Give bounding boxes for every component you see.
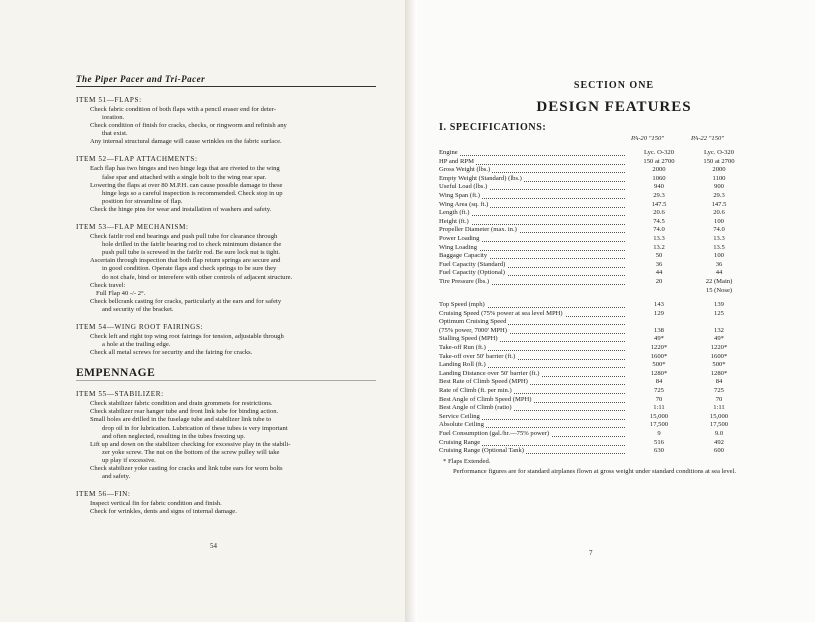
spec-label: Length (ft.)	[439, 209, 470, 217]
spec-label-cell	[439, 318, 629, 327]
item-title: ITEM 56—FIN:	[76, 490, 131, 499]
item-line: drop oil in for lubrication. Lubrication of these tubes is very important	[102, 424, 288, 432]
spec-row	[439, 261, 749, 270]
spec-value-pa22: 74.0	[713, 226, 725, 234]
spec-value-pa20: 1280*	[650, 369, 668, 377]
spec-value-pa20: 17,500	[649, 421, 669, 429]
spec-row	[439, 421, 749, 430]
item-line: Check travel:	[90, 281, 126, 289]
spec-value-pa20: 500*	[652, 361, 666, 369]
spec-value-pa22: 15 (Nose)	[705, 286, 733, 294]
spec-value-pa22: 1280*	[710, 369, 728, 377]
spec-row	[439, 287, 749, 296]
spec-label: Landing Distance over 50' barrier (ft.)	[439, 369, 540, 377]
specifications-heading: I. SPECIFICATIONS:	[439, 122, 547, 133]
spec-label-cell	[439, 430, 629, 439]
spec-value-pa22: 49*	[714, 335, 724, 343]
maintenance-item	[76, 323, 383, 357]
page-number: 54	[210, 542, 217, 550]
spec-value-pa22: 84	[715, 378, 723, 386]
spec-row	[439, 344, 749, 353]
spec-label-cell	[439, 353, 629, 362]
item-line: and often neglected, resulting in the tubes freezing up.	[102, 432, 246, 440]
spec-label: Stalling Speed (MPH)	[439, 335, 498, 343]
item-line: position for streamline of flap.	[102, 197, 183, 205]
item-line: push pull tube is screwed in the fairlir rod. Be sure lock nut is tight.	[102, 249, 280, 257]
right-page	[417, 0, 815, 622]
spec-label-cell	[439, 413, 629, 422]
spec-value-pa22: 9.0	[714, 430, 724, 437]
maintenance-item	[76, 155, 383, 214]
spec-label: Best Rate of Climb Speed (MPH)	[439, 378, 528, 386]
spec-label: Gross Weight (lbs.)	[439, 166, 491, 174]
spec-label-cell	[439, 244, 629, 253]
spec-value-pa22: 1:11	[713, 404, 725, 412]
spec-label: Cruising Speed (75% power at sea level MPH)	[439, 309, 563, 317]
spec-value-pa20: 1060	[652, 174, 666, 182]
item-line: Check condition of finish for cracks, checks, or ringworm and refinish any	[90, 122, 287, 130]
spec-row	[439, 226, 749, 235]
item-line: false spar and attached with a single bolt to the wing rear spar.	[102, 173, 267, 181]
spec-value-pa22: 15,000	[709, 412, 729, 420]
footnote: * Flaps Extended.	[443, 457, 491, 465]
item-line: up play if excessive.	[102, 456, 156, 464]
page-title: DESIGN FEATURES	[536, 99, 692, 115]
spec-label-cell	[439, 447, 629, 456]
item-line: Check the hinge pins for wear and installation of washers and safety.	[90, 205, 272, 213]
spec-label-cell	[439, 192, 629, 201]
item-line: Check left and right top wing root fairings for tension, adjustable through	[90, 332, 284, 340]
spec-value-pa22: 900	[714, 183, 724, 191]
spec-row	[439, 269, 749, 278]
spec-label-cell	[439, 183, 629, 192]
spec-value-pa22: 2000	[712, 166, 726, 174]
spec-row	[439, 158, 749, 167]
spec-label: Fuel Capacity (Standard)	[439, 260, 506, 268]
spec-value-pa22: 20.6	[713, 209, 725, 217]
item-line: Ascertain through inspection that both flap return springs are secure and	[90, 257, 281, 265]
item-line: Any internal structural damage will cause wrinkles on the fabric surface.	[90, 138, 282, 146]
spec-row	[439, 244, 749, 253]
spec-row	[439, 218, 749, 227]
spec-value-pa22: 1100	[712, 174, 726, 182]
spec-value-pa20: 15,000	[649, 412, 669, 420]
spec-value-pa20: 1:11	[653, 404, 665, 412]
spec-row	[439, 235, 749, 244]
spec-value-pa22: 1220*	[710, 344, 728, 352]
spec-label-cell	[439, 287, 629, 296]
spec-value-pa22: 500*	[712, 361, 726, 369]
spec-label: Service Ceiling	[439, 412, 480, 420]
spec-label-cell	[439, 218, 629, 227]
spec-row	[439, 310, 749, 319]
spec-row	[439, 353, 749, 362]
spec-label-cell	[439, 278, 629, 287]
spec-label: Best Angle of Climb Speed (MPH)	[439, 395, 532, 403]
spec-row	[439, 149, 749, 158]
spec-row	[439, 175, 749, 184]
spec-row	[439, 413, 749, 422]
items-group-empennage	[76, 390, 383, 516]
item-line: zer yoke screw. The nut on the bottom of the screw pulley will take	[102, 448, 280, 456]
spec-row	[439, 209, 749, 218]
spec-value-pa20: 725	[654, 387, 664, 395]
spec-value-pa20: 1600*	[650, 352, 668, 360]
spec-value-pa20: 516	[654, 438, 664, 446]
spec-row	[439, 447, 749, 456]
spec-row	[439, 387, 749, 396]
spec-label: HP and RPM	[439, 157, 474, 165]
spec-value-pa22	[689, 318, 749, 327]
spec-row	[439, 404, 749, 413]
spec-value-pa22: 492	[714, 438, 724, 446]
spec-label-cell	[439, 166, 629, 175]
spec-label: Tire Pressure (lbs.)	[439, 277, 490, 285]
spec-value-pa20: 13.3	[653, 234, 665, 242]
spec-label: Fuel Consumption (gal./hr.—75% power)	[439, 430, 550, 437]
spec-label: Cruising Range	[439, 438, 481, 446]
performance-note: Performance figures are for standard airplanes flown at gross weight under standard conditions at sea level.	[453, 467, 737, 475]
spec-value-pa22: 29.3	[713, 191, 725, 199]
item-line: Small holes are drilled in the fuselage tube and stabilizer link tube to	[90, 416, 272, 424]
spec-value-pa20: 29.3	[653, 191, 665, 199]
item-title: ITEM 54—WING ROOT FAIRINGS:	[76, 322, 204, 331]
spec-label-cell	[439, 201, 629, 210]
spec-label: Landing Roll (ft.)	[439, 361, 486, 369]
column-headers	[439, 135, 815, 147]
spec-row	[439, 396, 749, 405]
running-header: The Piper Pacer and Tri-Pacer	[76, 74, 376, 87]
spec-label-cell	[439, 235, 629, 244]
spec-row	[439, 252, 749, 261]
spec-value-pa22: 70	[715, 395, 723, 403]
spec-row	[439, 192, 749, 201]
spec-label-cell	[439, 421, 629, 430]
spec-label: Take-off Run (ft.)	[439, 344, 486, 352]
item-line: Lowering the flaps at over 80 M.P.H. can cause possible damage to these	[90, 181, 283, 189]
spec-value-pa22: 147.5	[711, 200, 727, 208]
spec-label: Optimum Cruising Speed	[439, 318, 507, 326]
spec-row	[439, 439, 749, 448]
item-line: Each flap has two hinges and two hinge legs that are riveted to the wing	[90, 165, 280, 173]
spec-label: Best Angle of Climb (ratio)	[439, 404, 512, 412]
spec-label: Height (ft.)	[439, 217, 469, 225]
spec-label-cell	[439, 158, 629, 167]
spec-value-pa20: 74.0	[653, 226, 665, 234]
spec-label-cell	[439, 226, 629, 235]
section-label: SECTION ONE	[573, 80, 655, 91]
spec-value-pa20: 49*	[654, 335, 664, 343]
spec-row	[439, 378, 749, 387]
spec-value-pa20	[629, 318, 689, 327]
spec-label-cell	[439, 396, 629, 405]
spec-label-cell	[439, 361, 629, 370]
spec-value-pa22: 139	[714, 301, 724, 309]
item-line: hole drilled in the fairlir bearing rod to check minimum distance the	[102, 241, 282, 249]
spec-value-pa22: 44	[715, 269, 723, 277]
spec-value-pa22: 36	[715, 260, 723, 268]
spec-value-pa20: 20	[655, 277, 663, 285]
spec-label-cell	[439, 387, 629, 396]
item-title: ITEM 55—STABILIZER:	[76, 390, 164, 399]
spec-label-cell	[439, 310, 629, 319]
spec-value-pa20: 147.5	[651, 200, 667, 208]
spec-row	[439, 183, 749, 192]
spec-value-pa22: 100	[714, 217, 724, 225]
spec-row	[439, 166, 749, 175]
item-line: Check stabilizer yoke casting for cracks and link tube ears for worn bolts	[90, 465, 283, 472]
spec-label: Wing Span (ft.)	[439, 191, 480, 199]
maintenance-item	[76, 223, 383, 314]
spec-value-pa20: 20.6	[653, 209, 665, 217]
maintenance-item	[76, 96, 383, 146]
item-line: a hole at the trailing edge.	[102, 341, 171, 349]
spec-row	[439, 301, 749, 310]
spec-label-cell	[439, 335, 629, 344]
spec-value-pa22: 22 (Main)	[705, 277, 733, 285]
spec-label-cell	[439, 269, 629, 278]
spec-label-cell	[439, 439, 629, 448]
spec-label-cell	[439, 175, 629, 184]
item-title: ITEM 52—FLAP ATTACHMENTS:	[76, 155, 198, 164]
spec-value-pa20: 36	[655, 260, 663, 268]
section-heading: EMPENNAGE	[76, 367, 376, 381]
specifications-table	[439, 149, 749, 456]
leader-dots	[439, 155, 625, 156]
spec-label-cell	[439, 209, 629, 218]
spec-label: (75% power, 7000' MPH)	[439, 326, 507, 334]
item-line: that exist.	[102, 130, 128, 138]
spec-value-pa22: 1600*	[710, 352, 728, 360]
spec-label: Take-off over 50' barrier (ft.)	[439, 352, 516, 360]
spec-row	[439, 201, 749, 210]
spec-value-pa20: 44	[655, 269, 663, 277]
spec-row	[439, 361, 749, 370]
spec-value-pa22: 17,500	[709, 421, 729, 429]
column-header-pa22: PA-22 "150"	[691, 135, 725, 142]
item-line: Check fabric condition of both flaps with a pencil eraser end for deter-	[90, 106, 276, 113]
spec-label: Power Loading	[439, 234, 480, 242]
spec-value-pa22: 13.3	[713, 234, 725, 242]
item-line: Check for wrinkles, dents and signs of internal damage.	[90, 508, 237, 516]
maintenance-item	[76, 490, 383, 516]
spec-value-pa20: 138	[654, 326, 664, 334]
spec-value-pa20: Lyc. O-320	[643, 149, 675, 156]
spec-value-pa20	[629, 287, 689, 296]
spec-value-pa20: 74.5	[653, 217, 665, 225]
spec-label: Rate of Climb (ft. per min.)	[439, 387, 512, 395]
spec-value-pa20: 630	[654, 447, 664, 455]
spec-label-cell	[439, 252, 629, 261]
spec-value-pa20: 150 at 2700	[643, 157, 675, 165]
spec-label: Wing Area (sq. ft.)	[439, 200, 489, 208]
spec-label: Absolute Ceiling	[439, 421, 484, 429]
spec-value-pa20: 50	[655, 252, 663, 260]
spec-label-cell	[439, 261, 629, 270]
item-line: hinge legs so a careful inspection is recommended. Check stop in up	[102, 189, 283, 197]
item-title: ITEM 53—FLAP MECHANISM:	[76, 223, 189, 232]
item-line: in good condition. Operate flaps and check springs to be sure they	[102, 265, 277, 273]
spec-label-cell	[439, 301, 629, 310]
spec-row	[439, 370, 749, 379]
spec-value-pa20: 84	[655, 378, 663, 386]
item-line: Check all metal screws for security and the fairing for cracks.	[90, 349, 253, 357]
spec-label	[439, 287, 441, 294]
spec-value-pa22: 13.5	[713, 243, 725, 251]
item-line: Full Flap 40 -/- 2°.	[96, 289, 146, 297]
spec-label: Empty Weight (Standard) (lbs.)	[439, 174, 522, 182]
spec-label: Top Speed (mph)	[439, 301, 485, 309]
spec-value-pa22: 150 at 2700	[703, 157, 735, 165]
left-page	[0, 0, 405, 622]
spec-row	[439, 278, 749, 287]
spec-label: Useful Load (lbs.)	[439, 183, 488, 191]
spec-value-pa22: Lyc. O-320	[703, 149, 735, 156]
page-number: 7	[589, 549, 593, 557]
spec-label-cell	[439, 378, 629, 387]
spec-value-pa20: 940	[654, 183, 664, 191]
spec-value-pa20: 1220*	[650, 344, 668, 352]
spec-value-pa20: 2000	[652, 166, 666, 174]
spec-row	[439, 335, 749, 344]
column-header-pa20: PA-20 "150"	[631, 135, 665, 142]
spec-row	[439, 318, 749, 327]
spec-row	[439, 327, 749, 336]
items-group	[76, 96, 383, 357]
item-line: Check fairlir rod end bearings and push pull tube for clearance through	[90, 233, 278, 241]
spec-value-pa20: 13.2	[653, 243, 665, 251]
book-gutter	[405, 0, 417, 622]
spec-value-pa22: 125	[714, 309, 724, 317]
spec-label: Cruising Range (Optional Tank)	[439, 447, 524, 455]
spec-value-pa22: 132	[714, 326, 724, 334]
maintenance-item	[76, 390, 383, 481]
spec-label: Engine	[439, 149, 458, 156]
spec-label: Fuel Capacity (Optional)	[439, 269, 505, 277]
item-line: Check stabilizer rear hanger tube and front link tube for binding action.	[90, 408, 279, 416]
item-line: Check bellcrank casting for cracks, particularly at the ears and for safety	[90, 297, 282, 305]
spec-label-cell	[439, 149, 629, 158]
item-line: and security of the bracket.	[102, 305, 174, 313]
spec-value-pa22: 100	[714, 252, 724, 260]
item-line: Lift up and down on the stabilizer checking for excessive play in the stabili-	[90, 440, 291, 448]
item-line: ioration.	[102, 114, 125, 122]
item-line: do not chafe, bind or interefere with other controls of adjacent structure.	[102, 273, 293, 281]
spec-value-pa22: 600	[714, 447, 724, 455]
spec-value-pa20: 70	[655, 395, 663, 403]
spec-label: Baggage Capacity	[439, 252, 488, 260]
item-line: Check stabilizer fabric condition and drain grommets for restrictions.	[90, 400, 273, 408]
item-title: ITEM 51—FLAPS:	[76, 96, 142, 104]
spec-label-cell	[439, 327, 629, 336]
spec-value-pa22: 725	[714, 387, 724, 395]
spec-label-cell	[439, 344, 629, 353]
spec-label-cell	[439, 370, 629, 379]
spec-value-pa20: 9	[657, 430, 661, 437]
spec-value-pa20: 143	[654, 301, 664, 309]
item-line: Inspect vertical fin for fabric condition and finish.	[90, 500, 222, 508]
spec-row	[439, 430, 749, 439]
spec-label: Wing Loading	[439, 243, 478, 251]
item-line: and safety.	[102, 473, 131, 481]
spec-label-cell	[439, 404, 629, 413]
spec-value-pa20: 129	[654, 309, 664, 317]
spec-label: Propeller Diameter (max. in.)	[439, 226, 517, 234]
